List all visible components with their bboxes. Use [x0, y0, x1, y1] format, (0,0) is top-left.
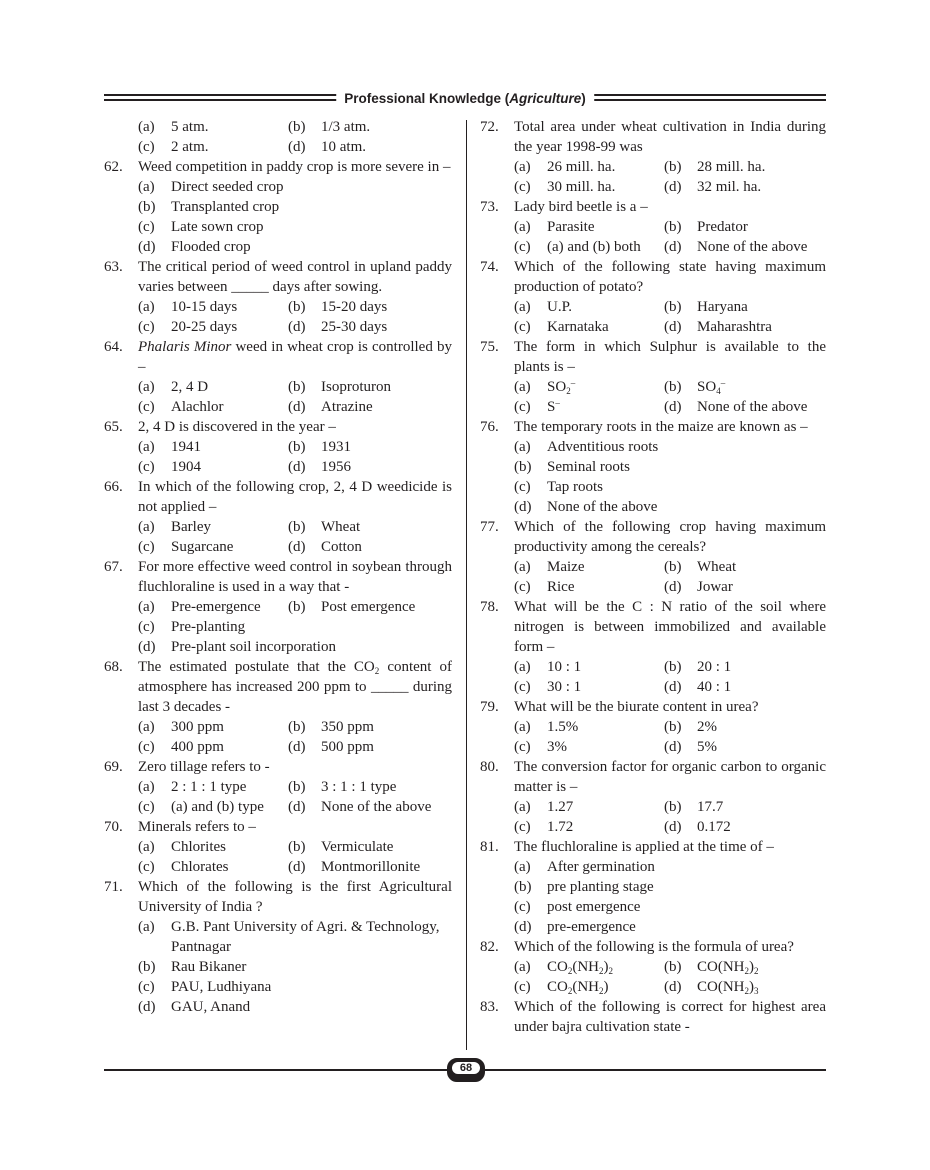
option-row: (a) Pre-emergence (b) Post emergence — [138, 599, 416, 615]
question-66: 66. In which of the following crop, 2, 4 D weedicide is not applied – — [104, 479, 452, 515]
header-title: Professional Knowledge (Agriculture) — [336, 89, 594, 109]
option-row: (a) $CO_2(NH_2)_2$ (b) $CO(NH_2)_2$ — [514, 959, 759, 976]
option-row: (c) 30 mill. ha. (d) 32 mil. ha. — [514, 179, 762, 195]
option: (d) GAU, Anand — [138, 999, 251, 1015]
option-row: (c) Karnataka (d) Maharashtra — [514, 319, 772, 335]
question-70: 70. Minerals refers to – — [104, 819, 256, 835]
option: (b) Rau Bikaner — [138, 959, 247, 975]
option-row: (c) 30 : 1 (d) 40 : 1 — [514, 679, 732, 695]
option-row: (c) (a) and (b) both (d) None of the above — [514, 239, 808, 255]
option: (c) post emergence — [514, 899, 641, 915]
option-row: (c) 3% (d) 5% — [514, 739, 717, 755]
question-68: 68. The estimated postulate that the $CO_2$ content of atmosphere has increased 200 ppm to _____ during last 3 decades - — [104, 659, 452, 715]
question-74: 74. Which of the following state having maximum production of potato? — [480, 259, 826, 295]
option: (b) Seminal roots — [514, 459, 630, 475]
option-row: (c) (a) and (b) type (d) None of the above — [138, 799, 432, 815]
option-row: (c) 1.72 (d) 0.172 — [514, 819, 731, 835]
question-63: 63. The critical period of weed control in upland paddy varies between _____ days after sowing. — [104, 259, 452, 295]
option-row: (a) 26 mill. ha. (b) 28 mill. ha. — [514, 159, 766, 175]
right-column — [480, 117, 826, 1037]
option: (d) None of the above — [514, 499, 658, 515]
option-row: (a) 10-15 days (b) 15-20 days — [138, 299, 388, 315]
option: (d) Flooded crop — [138, 239, 251, 255]
option-row: (c) $CO_2(NH_2)$ (d) $CO(NH_2)_3$ — [514, 979, 759, 996]
left-column — [104, 117, 452, 1017]
page-number: 68 — [452, 1062, 480, 1074]
option: (c) Tap roots — [514, 479, 604, 495]
option-row: (a) 1.27 (b) 17.7 — [514, 799, 724, 815]
question-79: 79. What will be the biurate content in urea? — [480, 699, 759, 715]
option: (c) PAU, Ludhiyana — [138, 979, 272, 995]
option: (a) After germination — [514, 859, 655, 875]
option-row: (c) Sugarcane (d) Cotton — [138, 539, 362, 555]
option-row: (a) Barley (b) Wheat — [138, 519, 361, 535]
option-row: (a) 5 atm. (b) 1/3 atm. — [138, 119, 371, 135]
option-row: (a) Parasite (b) Predator — [514, 219, 748, 235]
option: (c) Pre-planting — [138, 619, 246, 635]
option-row: (a) $SO_2^-$ (b) $SO_4^-$ — [514, 378, 726, 396]
option-row: (c) 400 ppm (d) 500 ppm — [138, 739, 374, 755]
question-67: 67. For more effective weed control in soybean through fluchloraline is used in a way that - — [104, 559, 452, 595]
option-row: (c) Alachlor (d) Atrazine — [138, 399, 373, 415]
question-72: 72. Total area under wheat cultivation in India during the year 1998-99 was — [480, 119, 826, 155]
option-row: (a) 10 : 1 (b) 20 : 1 — [514, 659, 732, 675]
option: (b) pre planting stage — [514, 879, 654, 895]
option-row: (c) S– (d) None of the above — [514, 398, 808, 415]
question-64: 64. Phalaris Minor weed in wheat crop is controlled by – — [104, 339, 452, 375]
option: (d) Pre-plant soil incorporation — [138, 639, 336, 655]
question-71: 71. Which of the following is the first Agricultural University of India ? — [104, 879, 452, 915]
option-row: (a) Chlorites (b) Vermiculate — [138, 839, 394, 855]
question-82: 82. Which of the following is the formula of urea? — [480, 939, 794, 955]
option-row: (a) 2, 4 D (b) Isoproturon — [138, 379, 391, 395]
option-row: (c) 20-25 days (d) 25-30 days — [138, 319, 388, 335]
option-row: (c) Chlorates (d) Montmorillonite — [138, 859, 421, 875]
question-65: 65. 2, 4 D is discovered in the year – — [104, 419, 336, 435]
question-83: 83. Which of the following is correct for highest area under bajra cultivation state - — [480, 999, 826, 1035]
question-81: 81. The fluchloraline is applied at the time of – — [480, 839, 774, 855]
question-76: 76. The temporary roots in the maize are known as – — [480, 419, 808, 435]
option: (c) Late sown crop — [138, 219, 264, 235]
column-divider — [466, 120, 467, 1050]
option: (b) Transplanted crop — [138, 199, 280, 215]
question-77: 77. Which of the following crop having maximum productivity among the cereals? — [480, 519, 826, 555]
option: (d) pre-emergence — [514, 919, 636, 935]
question-78: 78. What will be the C : N ratio of the soil where nitrogen is between immobilized and available form – — [480, 599, 826, 655]
question-62: 62. Weed competition in paddy crop is more severe in – — [104, 159, 451, 175]
option-row: (a) Maize (b) Wheat — [514, 559, 737, 575]
option-row: (a) 1941 (b) 1931 — [138, 439, 351, 455]
option-row: (c) Rice (d) Jowar — [514, 579, 733, 595]
option: (a) Adventitious roots — [514, 439, 659, 455]
page-header — [104, 89, 826, 109]
option: (a) G.B. Pant University of Agri. & Technology, Pantnagar — [138, 919, 440, 955]
option-row: (c) 2 atm. (d) 10 atm. — [138, 139, 366, 155]
question-75: 75. The form in which Sulphur is available to the plants is – — [480, 339, 826, 375]
option: (a) Direct seeded crop — [138, 179, 284, 195]
option-row: (c) 1904 (d) 1956 — [138, 459, 351, 475]
option-row: (a) U.P. (b) Haryana — [514, 299, 748, 315]
page-number-badge — [447, 1058, 485, 1082]
option-row: (a) 2 : 1 : 1 type (b) 3 : 1 : 1 type — [138, 779, 397, 795]
option-row: (a) 300 ppm (b) 350 ppm — [138, 719, 374, 735]
question-80: 80. The conversion factor for organic carbon to organic matter is – — [480, 759, 826, 795]
question-69: 69. Zero tillage refers to - — [104, 759, 270, 775]
option-row: (a) 1.5% (b) 2% — [514, 719, 717, 735]
question-73: 73. Lady bird beetle is a – — [480, 199, 648, 215]
